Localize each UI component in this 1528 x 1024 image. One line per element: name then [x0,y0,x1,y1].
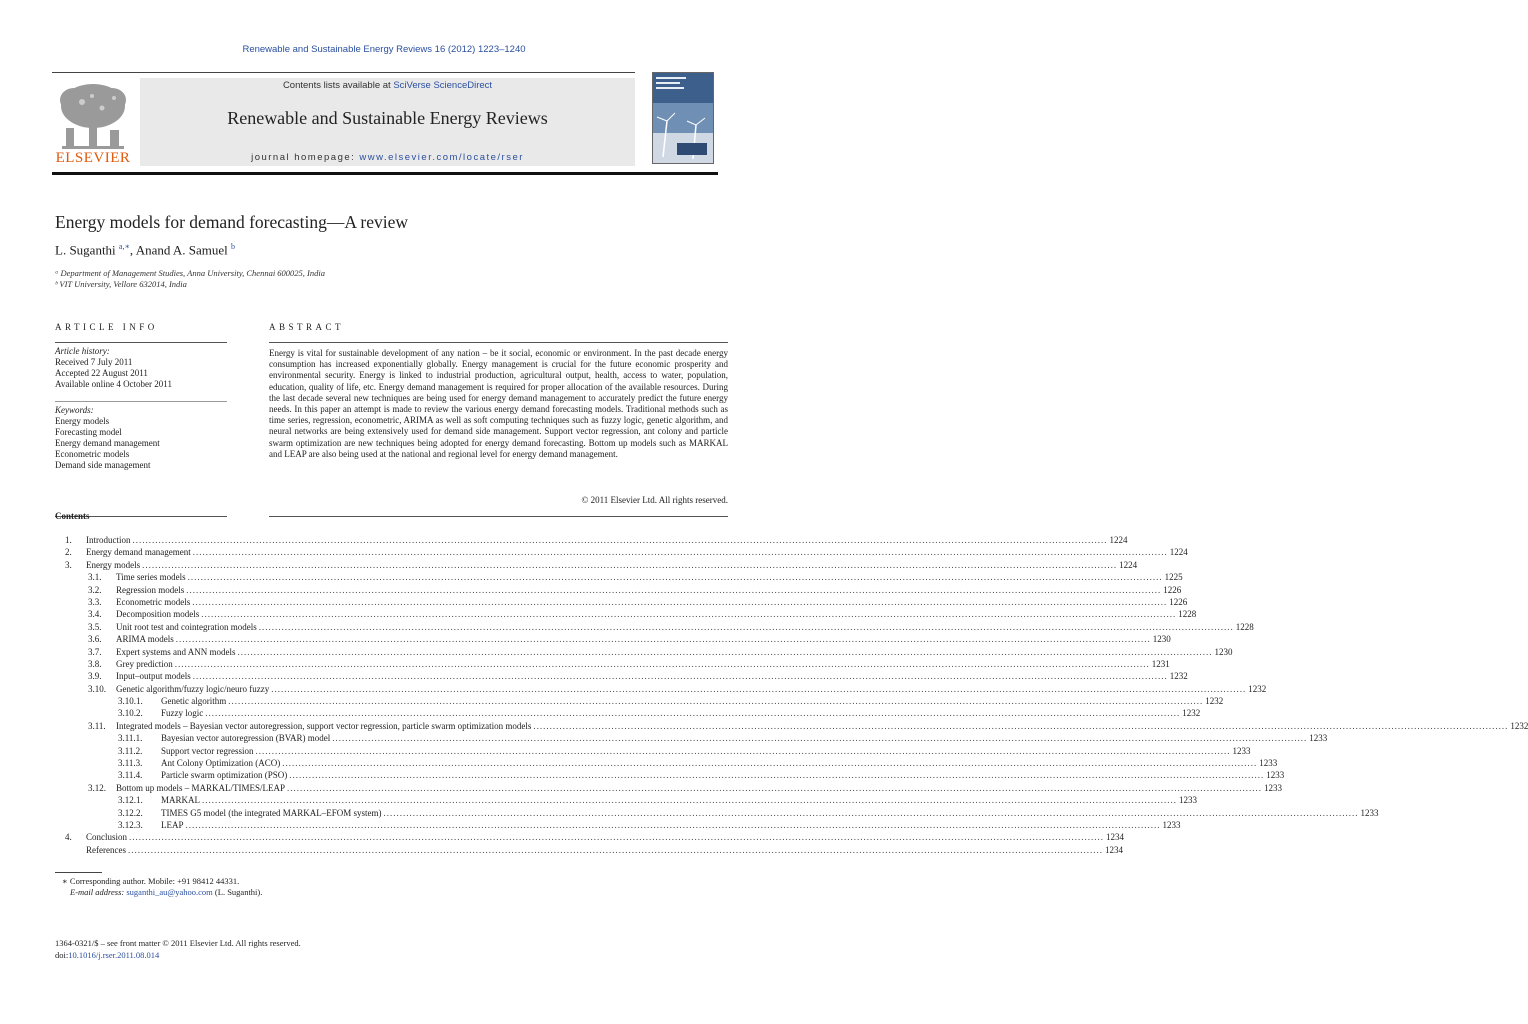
toc-page-number[interactable]: 1224 [1109,535,1128,545]
toc-row[interactable] [55,819,1181,831]
toc-row[interactable] [55,757,1278,769]
author-1[interactable]: L. Suganthi [55,242,116,258]
toc-page-number[interactable]: 1232 [1169,671,1188,682]
toc-leader-dots: ............................................................................................................................................................................................................................................................................................................ [187,572,1163,583]
toc-row[interactable] [55,571,1183,583]
toc-row[interactable] [55,658,1170,670]
toc-number: 3.3. [88,596,102,607]
toc-title[interactable]: Energy demand management [86,547,191,558]
toc-leader-dots: ............................................................................................................................................................................................................................................................................................................ [186,584,1162,595]
toc-leader-dots: ............................................................................................................................................................................................................................................................................................................ [175,634,1151,645]
toc-title[interactable]: Decomposition models [116,609,200,620]
article-title: Energy models for demand forecasting—A review [55,212,408,232]
article-info-rule [55,342,227,343]
author-2[interactable]: Anand A. Samuel [135,242,228,258]
toc-number: 2. [65,547,72,558]
corresponding-author-footnote [62,876,262,898]
toc-leader-dots: ............................................................................................................................................................................................................................................................................................................ [132,535,1108,545]
keywords-rule [55,401,227,402]
history-received: Received 7 July 2011 [55,357,133,367]
email-suffix: (L. Suganthi). [212,887,263,897]
toc-leader-dots: ............................................................................................................................................................................................................................................................................................................ [332,733,1308,744]
toc-row[interactable] [55,621,1254,633]
toc-page-number[interactable]: 1234 [1104,844,1123,855]
header-bottom-rule [52,172,718,175]
abstract-rule [269,342,728,343]
toc-leader-dots: ............................................................................................................................................................................................................................................................................................................ [174,658,1150,669]
toc-title[interactable]: Genetic algorithm/fuzzy logic/neuro fuzzy [116,683,270,694]
doi-line [55,949,301,961]
toc-leader-dots: ............................................................................................................................................................................................................................................................................................................ [289,770,1265,781]
toc-title[interactable]: Regression models [116,584,185,595]
contents-heading: Contents [55,511,90,521]
homepage-link[interactable]: www.elsevier.com/locate/rser [359,152,524,163]
toc-number: 3. [65,559,72,570]
toc-title[interactable]: Grey prediction [116,658,173,669]
toc-title[interactable]: LEAP [161,819,184,830]
article-history [55,346,227,390]
toc-number: 3.4. [88,609,102,620]
toc-leader-dots: ............................................................................................................................................................................................................................................................................................................ [255,745,1231,756]
toc-row[interactable] [55,807,1379,819]
keyword-item: Demand side management [55,460,151,470]
abstract-heading: ABSTRACT [269,322,345,332]
toc-title[interactable]: Integrated models – Bayesian vector autoregression, support vector regression, particle swarm optimization models [116,720,532,731]
toc-number: 3.11.3. [118,758,143,769]
toc-row[interactable] [55,732,1328,744]
toc-leader-dots: ............................................................................................................................................................................................................................................................................................................ [185,819,1161,830]
toc-leader-dots: ............................................................................................................................................................................................................................................................................................................ [228,696,1204,707]
toc-title[interactable]: Introduction [86,535,131,545]
journal-cover-thumbnail[interactable] [652,72,714,164]
toc-page-number[interactable]: 1226 [1169,596,1188,607]
toc-page-number[interactable]: 1224 [1169,547,1188,558]
toc-number: 3.2. [88,584,102,595]
toc-title[interactable]: Unit root test and cointegration models [116,621,257,632]
header-top-rule [52,72,635,73]
keyword-item: Energy models [55,416,110,426]
toc-leader-dots: ............................................................................................................................................................................................................................................................................................................ [258,621,1234,632]
contents-available-line [140,80,635,91]
toc-row[interactable] [55,844,1123,856]
toc-title[interactable]: Genetic algorithm [161,696,227,707]
toc-page-number[interactable]: 1230 [1214,646,1233,657]
toc-title[interactable]: Support vector regression [161,745,254,756]
toc-row[interactable] [55,646,1233,658]
toc-row[interactable] [55,683,1267,695]
toc-leader-dots: ............................................................................................................................................................................................................................................................................................................ [127,844,1103,855]
toc-leader-dots: ............................................................................................................................................................................................................................................................................................................ [192,547,1168,558]
toc-title[interactable]: Conclusion [86,832,128,843]
toc-page-number[interactable]: 1228 [1178,609,1197,620]
toc-number: 3.10.2. [118,708,143,719]
toc-leader-dots: ............................................................................................................................................................................................................................................................................................................ [237,646,1213,657]
keyword-item: Energy demand management [55,438,160,448]
toc-row[interactable] [55,831,1125,843]
toc-leader-dots: ............................................................................................................................................................................................................................................................................................................ [282,758,1258,769]
toc-title[interactable]: ARIMA models [116,634,174,645]
article-info-heading: ARTICLE INFO [55,322,158,332]
toc-page-number[interactable]: 1233 [1266,770,1285,781]
toc-number: 3.12.1. [118,795,143,806]
toc-page-number[interactable]: 1232 [1205,696,1224,707]
toc-page-number[interactable]: 1234 [1106,832,1125,843]
keyword-item: Econometric models [55,449,130,459]
toc-row[interactable] [55,633,1171,645]
toc-page-number[interactable]: 1233 [1232,745,1251,756]
abstract-text: Energy is vital for sustainable development of any nation – be it social, economic or environment. In the past decade energy consumption has increased exponentially globally. Energy management is crucial for the future economic prosperity and environmental security. Energy is linked to industrial production, agricultural output, health, access to water, population, education, quality of life, etc. Energy demand management is required for proper allocation of the available resources. During the last decade several new techniques are being used for energy demand management to accurately predict the future energy needs. In this paper an attempt is made to review the various energy demand forecasting models. Traditional methods such as time series, regression, econometric, ARIMA as well as soft computing techniques such as fuzzy logic, genetic algorithm, and neural networks are being extensively used for demand side management. Support vector regression, ant colony and particle swarm optimization are new techniques being adopted for energy demand forecasting. Bottom up models such as MARKAL and LEAP are also being used at the national and regional level for energy demand management. [269,348,728,459]
toc-page-number[interactable]: 1230 [1152,634,1171,645]
toc-number: 3.11. [88,720,106,731]
toc-title[interactable]: Bottom up models – MARKAL/TIMES/LEAP [116,782,286,793]
toc-row[interactable] [55,707,1201,719]
toc-row[interactable] [55,720,1528,732]
toc-title[interactable]: Energy models [86,559,141,570]
toc-number: 4. [65,832,72,843]
toc-row[interactable] [55,596,1188,608]
toc-page-number[interactable]: 1233 [1179,795,1198,806]
homepage-prefix: journal homepage: [251,152,360,163]
toc-page-number[interactable]: 1233 [1360,807,1379,818]
toc-leader-dots: ............................................................................................................................................................................................................................................................................................................ [383,807,1359,818]
toc-page-number[interactable]: 1228 [1235,621,1254,632]
toc-page-number[interactable]: 1232 [1182,708,1201,719]
toc-leader-dots: ............................................................................................................................................................................................................................................................................................................ [142,559,1118,570]
toc-leader-dots: ............................................................................................................................................................................................................................................................................................................ [201,609,1177,620]
toc-title[interactable]: Expert systems and ANN models [116,646,236,657]
toc-title[interactable]: Ant Colony Optimization (ACO) [161,758,281,769]
toc-title[interactable]: Time series models [116,572,186,583]
toc-page-number[interactable]: 1225 [1164,572,1183,583]
toc-leader-dots: ............................................................................................................................................................................................................................................................................................................ [129,832,1105,843]
toc-number: 3.5. [88,621,102,632]
toc-page-number[interactable]: 1226 [1163,584,1182,595]
issn-line: 1364-0321/$ – see front matter © 2011 Elsevier Ltd. All rights reserved. [55,938,301,948]
toc-page-number[interactable]: 1231 [1151,658,1170,669]
toc-number: 3.11.4. [118,770,143,781]
toc-row[interactable] [55,534,1128,546]
toc-leader-dots: ............................................................................................................................................................................................................................................................................................................ [192,671,1168,682]
journal-cover-image [653,73,713,163]
keyword-item: Forecasting model [55,427,122,437]
journal-reference[interactable]: Renewable and Sustainable Energy Reviews 16 (2012) 1223–1240 [242,44,526,55]
toc-page-number[interactable]: 1233 [1309,733,1328,744]
toc-leader-dots: ............................................................................................................................................................................................................................................................................................................ [287,782,1263,793]
abstract-copyright: © 2011 Elsevier Ltd. All rights reserved. [581,495,728,505]
publisher-name: ELSEVIER [55,150,131,166]
footnote-rule [55,872,102,873]
sciencedirect-link[interactable]: SciVerse ScienceDirect [393,80,493,91]
toc-page-number[interactable]: 1232 [1510,720,1528,731]
doi-label: doi: [55,950,69,960]
toc-number: 1. [65,535,72,545]
toc-number: 3.11.2. [118,745,143,756]
keywords-block [55,405,227,471]
footnote-corresponding: ∗ Corresponding author. Mobile: +91 98412 44331. [62,876,240,886]
toc-number: 3.8. [88,658,102,669]
author-2-affiliation-marker[interactable]: b [231,242,236,251]
toc-row[interactable] [55,670,1188,682]
toc-row[interactable] [55,608,1197,620]
table-of-contents [55,534,1528,856]
toc-row[interactable] [55,695,1224,707]
affiliation-a: ᵃ Department of Management Studies, Anna University, Chennai 600025, India [55,268,326,278]
toc-title[interactable]: MARKAL [161,795,201,806]
toc-number: 3.7. [88,646,102,657]
keywords-label: Keywords: [55,405,94,415]
toc-row[interactable] [55,584,1182,596]
toc-row[interactable] [55,559,1138,571]
doi-link[interactable]: 10.1016/j.rser.2011.08.014 [68,950,160,960]
article-history-label: Article history: [55,346,110,356]
toc-title[interactable]: Particle swarm optimization (PSO) [161,770,288,781]
toc-page-number[interactable]: 1224 [1119,559,1138,570]
toc-row[interactable] [55,745,1251,757]
history-online: Available online 4 October 2011 [55,379,172,389]
author-list: L. Suganthi $^{a,∗}$, Anand A. Samuel $^b$ [55,242,236,258]
toc-title[interactable]: TIMES G5 model (the integrated MARKAL–EFOM system) [161,807,382,818]
toc-row[interactable] [55,782,1283,794]
toc-number: 3.6. [88,634,102,645]
elsevier-logo [52,78,134,166]
toc-title[interactable]: Bayesian vector autoregression (BVAR) model [161,733,331,744]
toc-row[interactable] [55,794,1198,806]
toc-title[interactable]: Fuzzy logic [161,708,204,719]
toc-number: 3.9. [88,671,102,682]
contents-prefix: Contents lists available at [282,80,394,91]
toc-page-number[interactable]: 1233 [1162,819,1181,830]
toc-number: 3.10. [88,683,106,694]
toc-number: 3.12.2. [118,807,143,818]
affiliation-b: ᵇ VIT University, Vellore 632014, India [55,279,187,289]
history-accepted: Accepted 22 August 2011 [55,368,148,378]
toc-row[interactable] [55,546,1188,558]
abstract-bottom-rule [269,516,728,517]
toc-title[interactable]: References [86,844,126,855]
issn-block [55,937,301,961]
toc-number: 3.10.1. [118,696,143,707]
toc-title[interactable]: Input–output models [116,671,191,682]
toc-title[interactable]: Econometric models [116,596,191,607]
toc-number: 3.12.3. [118,819,143,830]
email-label: E-mail address: [70,887,127,897]
toc-leader-dots: ............................................................................................................................................................................................................................................................................................................ [192,596,1168,607]
toc-page-number[interactable]: 1233 [1264,782,1283,793]
toc-page-number[interactable]: 1233 [1259,758,1278,769]
toc-leader-dots: ............................................................................................................................................................................................................................................................................................................ [202,795,1178,806]
toc-row[interactable] [55,769,1285,781]
author-1-affiliation-marker[interactable]: a,∗ [118,242,130,251]
journal-homepage-line [140,152,635,163]
toc-number: 3.1. [88,572,102,583]
footnote-email-line [62,887,262,898]
toc-number: 3.11.1. [118,733,143,744]
toc-number: 3.12. [88,782,106,793]
toc-leader-dots: ............................................................................................................................................................................................................................................................................................................ [533,720,1509,731]
journal-title: Renewable and Sustainable Energy Reviews [227,108,548,128]
toc-leader-dots: ............................................................................................................................................................................................................................................................................................................ [271,683,1247,694]
toc-page-number[interactable]: 1232 [1248,683,1267,694]
toc-leader-dots: ............................................................................................................................................................................................................................................................................................................ [205,708,1181,719]
email-link[interactable]: suganthi_au@yahoo.com [126,887,213,897]
